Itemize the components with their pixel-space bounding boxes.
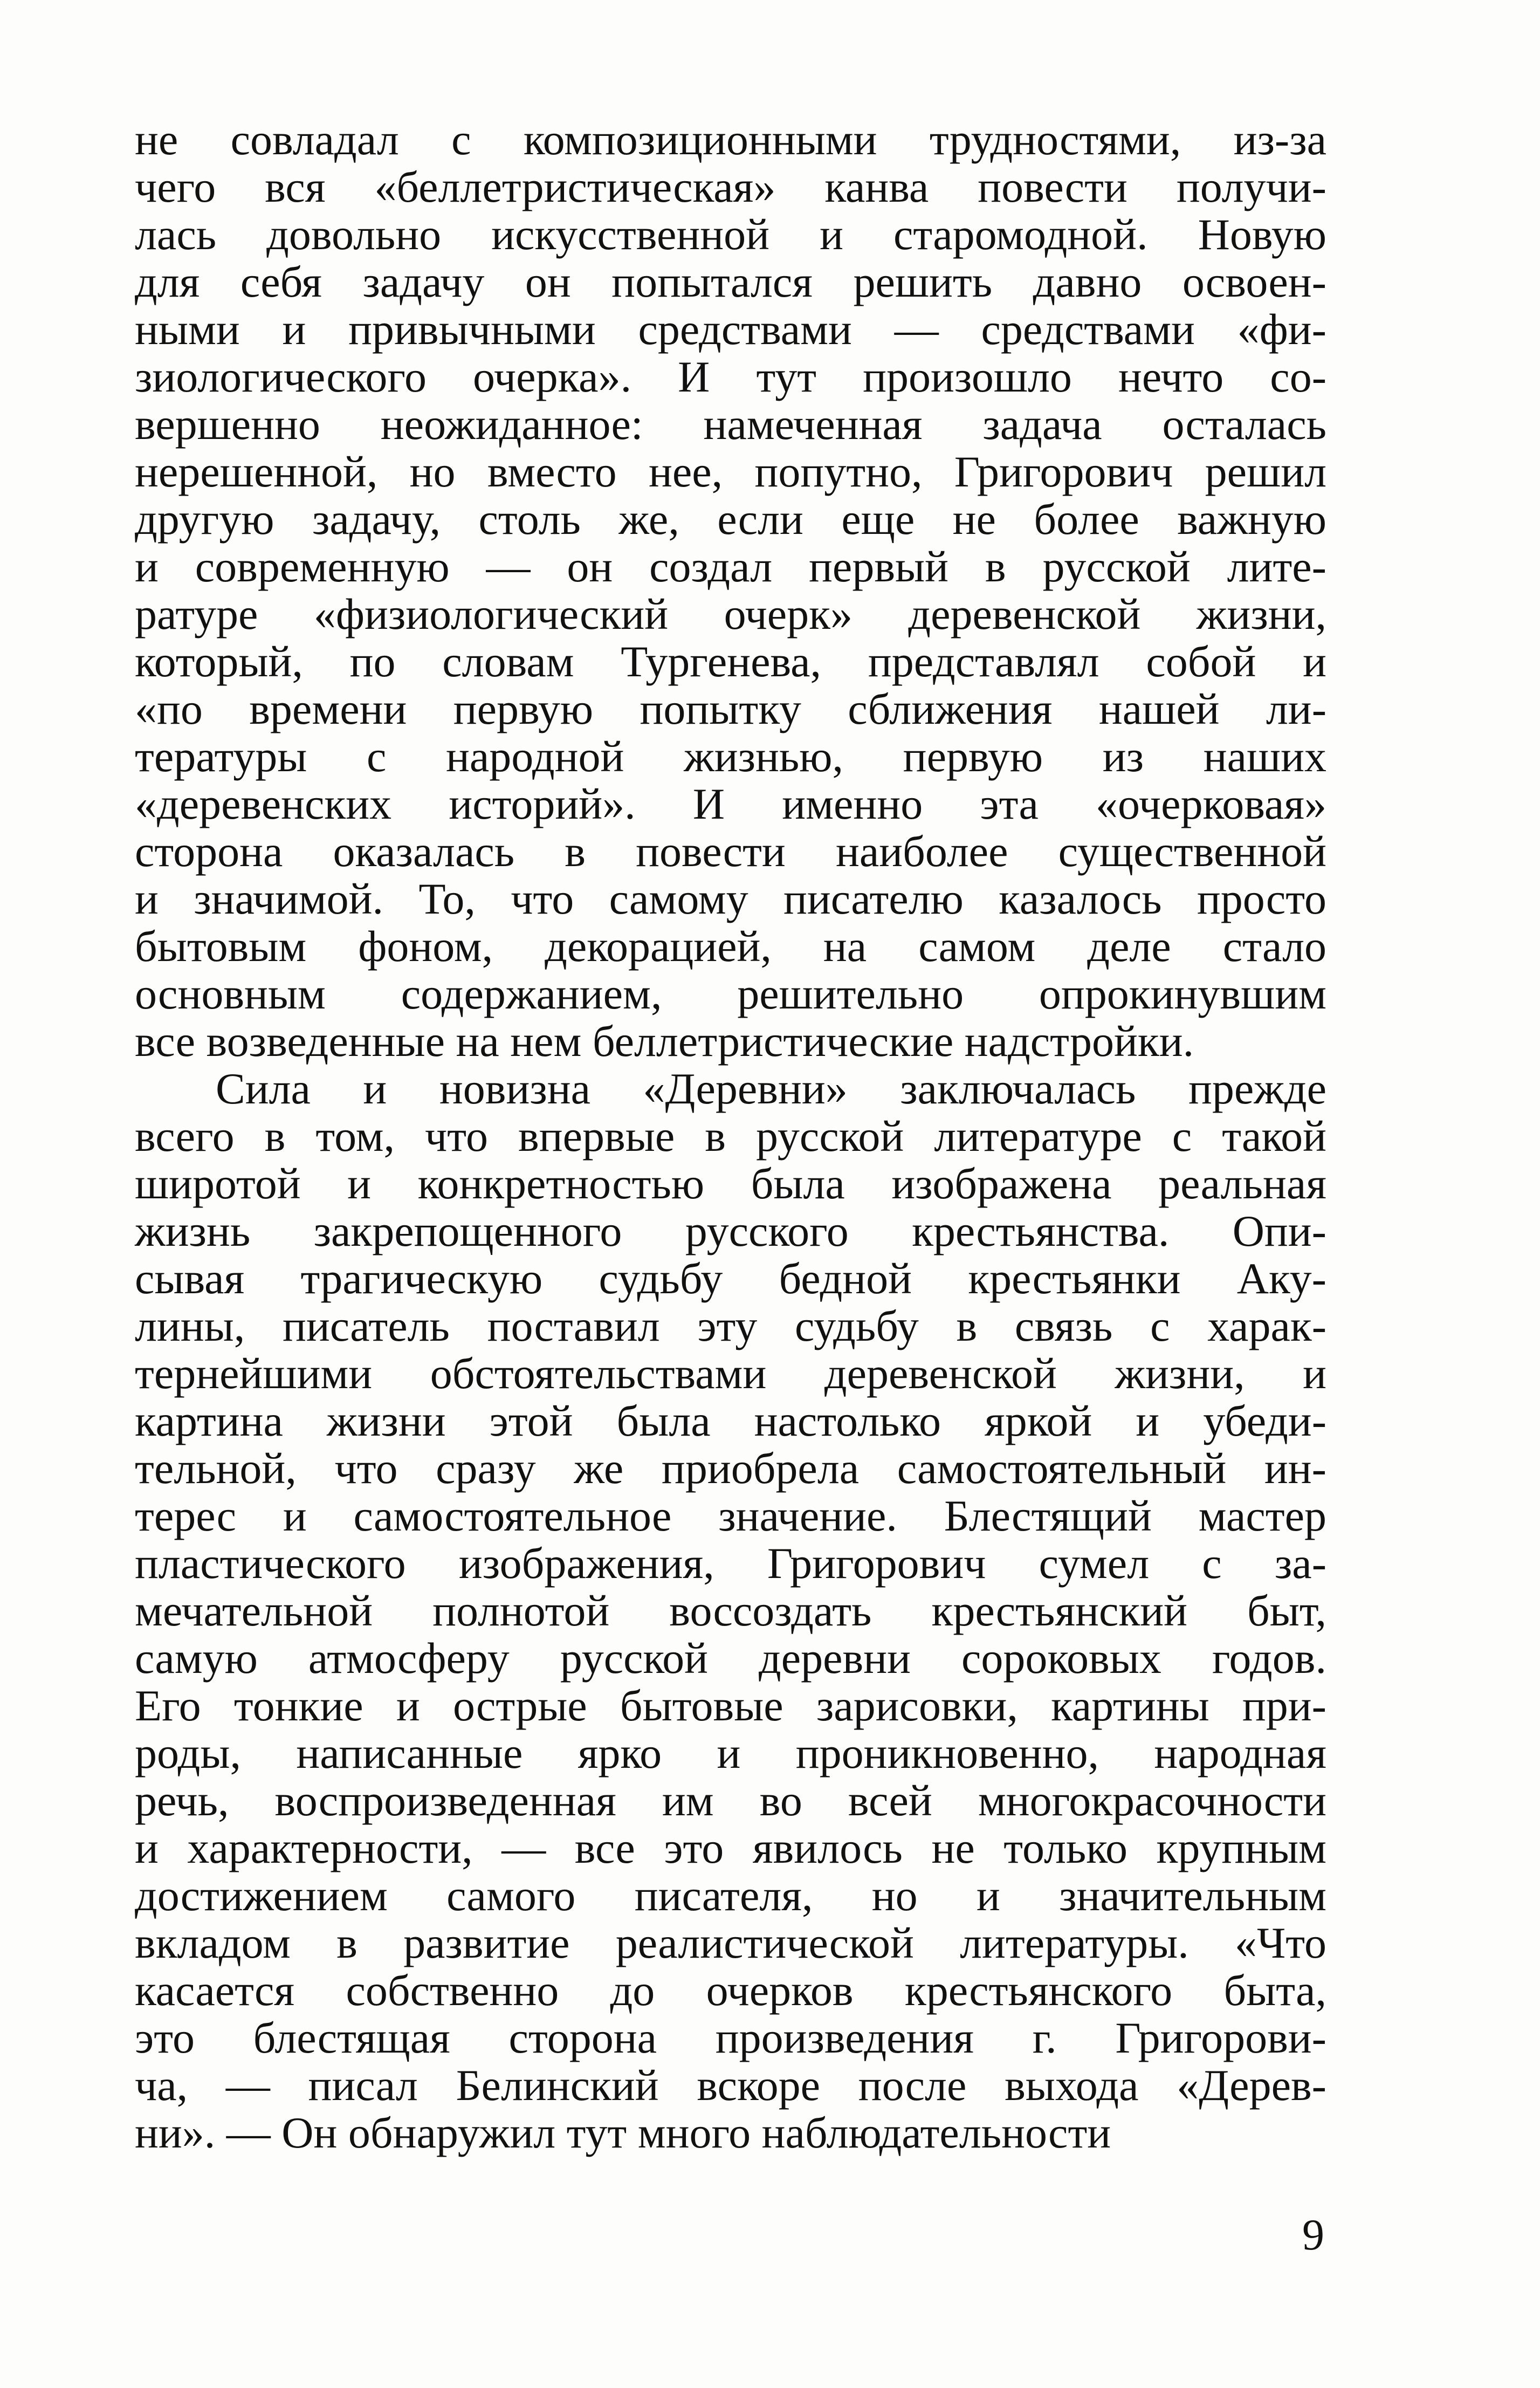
text-line: ратуре «физиологический очерк» деревенской жизни, [135,589,1326,639]
text-line: лась довольно искусственной и старомодной. Новую [135,210,1326,259]
text-line: самую атмосферу русской деревни сороковых годов. [135,1634,1326,1683]
text-line: зиологического очерка». И тут произошло нечто со- [135,352,1326,401]
page-number: 9 [1302,2210,1324,2259]
text-line: основным содержанием, решительно опрокинувшим [135,969,1326,1018]
text-line: и характерности, — все это явилось не только крупным [135,1823,1326,1872]
text-line: для себя задачу он попытался решить давно освоен- [135,257,1326,306]
text-line: «по времени первую попытку сближения нашей ли- [135,684,1326,733]
body-text [135,116,1326,2157]
text-line: и значимой. То, что самому писателю казалось просто [135,874,1326,923]
text-line: все возведенные на нем беллетристические надстройки. [135,1017,1194,1066]
text-line: бытовым фоном, декорацией, на самом деле стало [135,922,1326,971]
text-line: достижением самого писателя, но и значительным [135,1871,1326,1920]
text-line: и современную — он создал первый в русской лите- [135,542,1326,591]
text-line: тельной, что сразу же приобрела самостоятельный ин- [135,1444,1326,1493]
text-line: Его тонкие и острые бытовые зарисовки, картины при- [135,1681,1326,1730]
text-line: лины, писатель поставил эту судьбу в связь с харак- [135,1301,1326,1350]
text-line: жизнь закрепощенного русского крестьянства. Опи- [135,1206,1326,1255]
text-line: ными и привычными средствами — средствами «фи- [135,305,1326,354]
text-line: нерешенной, но вместо нее, попутно, Григорович решил [135,447,1326,496]
text-line: «деревенских историй». И именно эта «очерковая» [135,779,1326,828]
text-line: сторона оказалась в повести наиболее существенной [135,827,1326,876]
text-line: касается собственно до очерков крестьянского быта, [135,1966,1326,2015]
text-line: ча, — писал Белинский вскоре после выхода «Дерев- [135,2061,1326,2110]
text-line: речь, воспроизведенная им во всей многокрасочности [135,1776,1326,1825]
text-line: не совладал с композиционными трудностями, из-за [135,115,1326,164]
text-line: роды, написанные ярко и проникновенно, народная [135,1728,1326,1778]
text-line: пластического изображения, Григорович сумел с за- [135,1539,1326,1588]
text-line: сывая трагическую судьбу бедной крестьянки Аку- [135,1254,1326,1303]
paragraph-1 [135,116,1326,1065]
text-line: всего в том, что впервые в русской литературе с такой [135,1111,1326,1161]
text-line: мечательной полнотой воссоздать крестьянский быт, [135,1586,1326,1635]
text-line: чего вся «беллетристическая» канва повести получи- [135,162,1326,211]
text-line: тературы с народной жизнью, первую из наших [135,732,1326,781]
text-line: ни». — Он обнаружил тут много наблюдательности [135,2108,1111,2157]
paragraph-2 [135,1065,1326,2157]
text-line: широтой и конкретностью была изображена реальная [135,1159,1326,1208]
text-line: тернейшими обстоятельствами деревенской жизни, и [135,1349,1326,1398]
text-line: Сила и новизна «Деревни» заключалась прежде [216,1064,1326,1113]
text-line: который, по словам Тургенева, представлял собой и [135,637,1326,686]
text-line: терес и самостоятельное значение. Блестящий мастер [135,1491,1326,1540]
text-line: другую задачу, столь же, если еще не более важную [135,495,1326,544]
text-line: картина жизни этой была настолько яркой и убеди- [135,1396,1326,1445]
text-line: это блестящая сторона произведения г. Григорови- [135,2013,1326,2062]
text-line: вершенно неожиданное: намеченная задача осталась [135,400,1326,449]
text-line: вкладом в развитие реалистической литературы. «Что [135,1918,1326,1967]
